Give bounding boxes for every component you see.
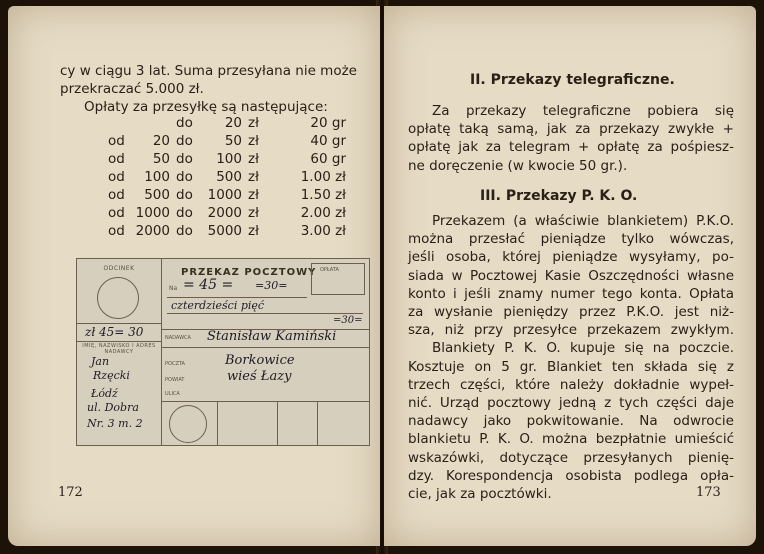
fee-cell-fee: 1.00 zł: [300, 169, 346, 185]
text-line: sza, niż przy przesyłce przekazem zwykłym.: [408, 322, 734, 339]
text-line: nadawcy jako pokwitowanie. Na odwrocie: [408, 413, 734, 430]
text-line: nić. Urząd pocztowy jedną z tych części daje: [408, 395, 734, 412]
sender-name: Stanisław Kamiński: [207, 329, 337, 344]
stub-sender-line-2: Rzęcki: [93, 369, 130, 382]
fee-cell-od: od: [108, 223, 125, 239]
text-line: konto i jeśli znamy numer tego konta. Opłata: [408, 285, 734, 302]
stub-amount: zł 45= 30: [85, 325, 144, 339]
text-line: Przekazem (a właściwie blankietem) P.K.O.: [432, 213, 734, 229]
fee-cell-from: 20: [152, 133, 170, 149]
stub-sender-line-3: Łódź: [91, 387, 118, 400]
stamp-circle: [97, 277, 139, 319]
amount-words: czterdzieści pięć: [171, 299, 265, 312]
fee-row: [108, 114, 353, 132]
heading-pko: III. Przekazy P. K. O.: [480, 188, 638, 204]
sender-label: NADAWCA: [165, 335, 191, 341]
fee-cell-to: 100: [216, 151, 242, 167]
fee-row: [108, 150, 353, 168]
text-line: opłatę taką samą, jak za przekazy zwykłe +: [408, 121, 734, 138]
postmark-circle: [169, 405, 207, 443]
fee-cell-fee: 1.50 zł: [300, 187, 346, 203]
pko-paragraph: [408, 212, 734, 503]
fee-cell-fee: 3.00 zł: [300, 223, 346, 239]
text-line: można przesłać pieniądze tylko wówczas,: [408, 231, 734, 248]
fee-cell-zl: zł: [248, 151, 259, 167]
fee-cell-fee: 2.00 zł: [300, 205, 346, 221]
fee-cell-zl: zł: [248, 187, 259, 203]
fee-cell-to: 1000: [207, 187, 242, 203]
stub-title: ODCINEK: [103, 265, 135, 272]
stub-sender-label: IMIĘ, NAZWISKO I ADRES NADAWCY: [82, 343, 156, 355]
stub-sender-line-5: Nr. 3 m. 2: [87, 417, 143, 430]
text-line: jeśli osoba, której pieniądze wysyłamy, po-: [408, 249, 734, 266]
fee-cell-od: od: [108, 187, 125, 203]
fee-cell-do: do: [176, 169, 193, 185]
fee-row: [108, 222, 353, 240]
fee-cell-zl: zł: [248, 205, 259, 221]
fee-row: [108, 132, 353, 150]
left-page: [8, 6, 380, 546]
fee-cell-od: od: [108, 205, 125, 221]
fee-cell-from: 50: [152, 151, 170, 167]
post-label: POCZTA: [165, 361, 185, 367]
text-line: trzech części, które należy dokładnie wypeł-: [408, 376, 734, 393]
fee-cell-fee: 40 gr: [310, 133, 346, 149]
street-label: ULICA: [165, 391, 180, 397]
fee-cell-od: od: [108, 151, 125, 167]
intro-line-2: przekraczać 5.000 zł.: [60, 81, 204, 97]
text-line: Za przekazy telegraficzne pobiera się: [432, 103, 734, 119]
fee-cell-from: 100: [144, 169, 170, 185]
fee-cell-zl: zł: [248, 133, 259, 149]
page-number-left: 172: [58, 485, 83, 500]
text-line: wskazówki, dotyczące przesyłanych pienię-: [408, 449, 734, 466]
fee-row: [108, 168, 353, 186]
fee-cell-do: do: [176, 133, 193, 149]
amount-gr: =30=: [255, 279, 288, 292]
intro-line-1: cy w ciągu 3 lat. Suma przesyłana nie może: [60, 63, 357, 79]
fee-table: [108, 114, 353, 240]
fee-cell-do: do: [176, 187, 193, 203]
form-title: PRZEKAZ POCZTOWY: [181, 267, 317, 278]
fee-box-label: OPŁATA: [320, 267, 339, 273]
stub-sender-line-1: Jan: [91, 355, 110, 368]
fee-cell-from: 1000: [135, 205, 170, 221]
fee-cell-to: 2000: [207, 205, 242, 221]
post-value: Borkowice: [225, 353, 295, 368]
page-number-right: 173: [696, 485, 721, 500]
fee-cell-zl: zł: [248, 169, 259, 185]
fee-cell-zl: zł: [248, 115, 259, 131]
fee-cell-to: 5000: [207, 223, 242, 239]
fee-cell-from: 2000: [135, 223, 170, 239]
fee-cell-to: 20: [224, 115, 242, 131]
text-line: ne doręczenie (w kwocie 50 gr.).: [408, 157, 628, 174]
heading-telegraph: II. Przekazy telegraficzne.: [470, 72, 675, 88]
fee-box: [311, 263, 365, 295]
fee-cell-do: do: [176, 223, 193, 239]
text-line: cie, jak za pocztówki.: [408, 486, 552, 503]
fee-cell-do: do: [176, 205, 193, 221]
telegraph-paragraph: [408, 102, 734, 175]
money-order-form: [76, 258, 370, 446]
fee-cell-to: 500: [216, 169, 242, 185]
form-stub: [77, 259, 162, 445]
fee-cell-do: do: [176, 115, 193, 131]
fee-cell-do: do: [176, 151, 193, 167]
amount-words-gr: =30=: [333, 315, 363, 326]
fee-cell-fee: 60 gr: [310, 151, 346, 167]
fee-cell-od: od: [108, 169, 125, 185]
fee-cell-from: 500: [144, 187, 170, 203]
fee-cell-fee: 20 gr: [310, 115, 346, 131]
intro-line-3: Opłaty za przesyłkę są następujące:: [84, 99, 328, 115]
district-label: POWIAT: [165, 377, 185, 383]
text-line: Kosztuje on 5 gr. Blankiet ten składa się z: [408, 358, 734, 375]
text-line: dzy. Korespondencja osobista podlega opła-: [408, 467, 734, 484]
amount-value: = 45 =: [183, 277, 234, 293]
text-line: Blankiety P. K. O. kupuje się na poczcie.: [432, 340, 734, 357]
text-line: opłatę jak za telegram + opłatę za pośpiesz-: [408, 139, 734, 156]
stub-sender-line-4: ul. Dobra: [87, 401, 139, 414]
fee-cell-zl: zł: [248, 223, 259, 239]
text-line: blankietu P. K. O. można bezpłatnie umieścić: [408, 431, 734, 448]
fee-cell-od: od: [108, 133, 125, 149]
fee-row: [108, 204, 353, 222]
right-page: [384, 6, 756, 546]
text-line: siada w Pocztowej Kasie Oszczędności własne: [408, 267, 734, 284]
amount-label: Na: [169, 285, 178, 292]
district-value: wieś Łazy: [227, 369, 292, 384]
fee-cell-to: 50: [224, 133, 242, 149]
fee-row: [108, 186, 353, 204]
text-line: za wysłanie pieniędzy przez P.K.O. jest niż-: [408, 304, 734, 321]
